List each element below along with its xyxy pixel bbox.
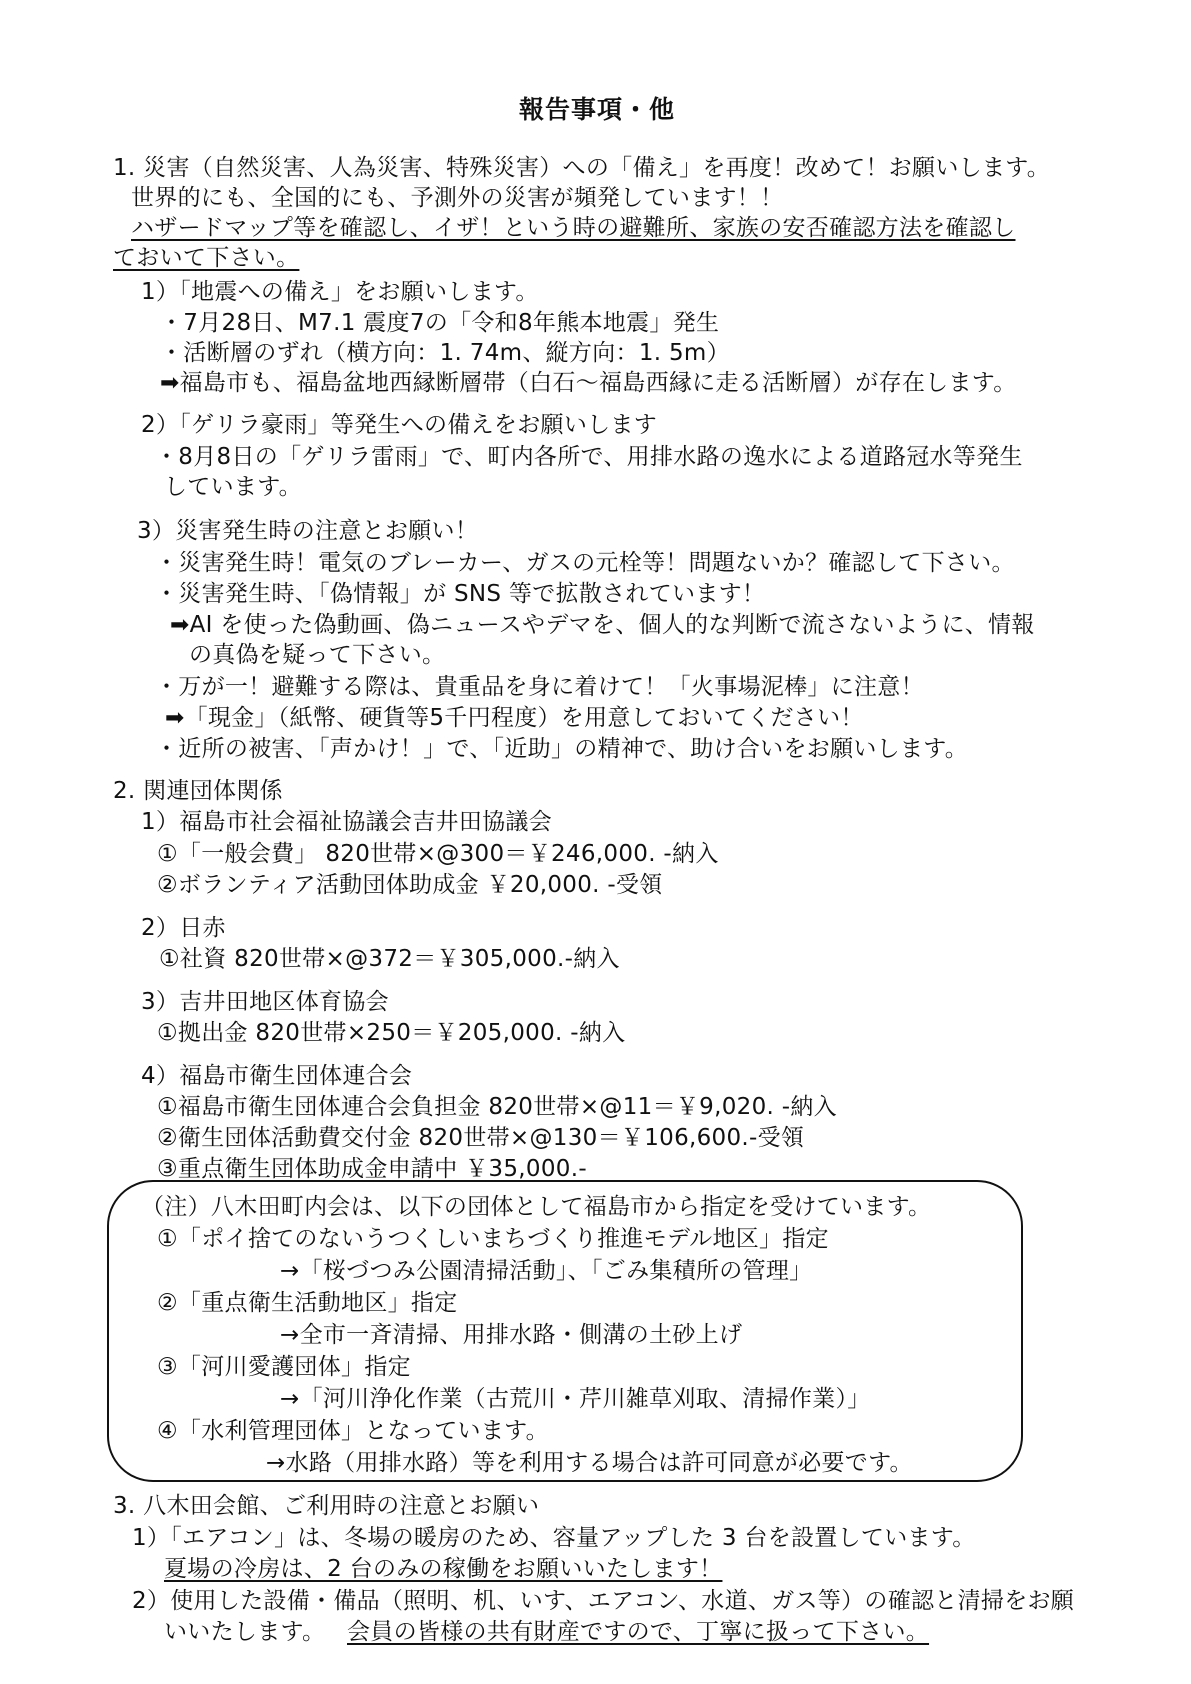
- page-title: 報告事項・他: [519, 95, 676, 124]
- group-4-heading: 4）福島市衛生団体連合会: [141, 1063, 413, 1089]
- section-1-underlined-line-2: ておいて下さい。: [113, 245, 300, 271]
- section-1-underlined-line-1: ハザードマップ等を確認し、イザ！という時の避難所、家族の安否確認方法を確認し: [131, 215, 1016, 241]
- section-1-heading: 1. 災害（自然災害、人為災害、特殊災害）への「備え」を再度！改めて！お願いします。: [113, 155, 1051, 181]
- group-4-item-2: ②衛生団体活動費交付金 820世帯×@130＝￥106,600.-受領: [157, 1125, 805, 1151]
- note-item-2-detail: →全市一斉清掃、用排水路・側溝の土砂上げ: [280, 1322, 743, 1348]
- section-2-heading: 2. 関連団体関係: [113, 778, 283, 804]
- disaster-notice-item-6: ・近所の被害、「声かけ！」で、「近助」の精神で、助け合いをお願いします。: [155, 736, 969, 762]
- disaster-notice-item-3-cont: の真偽を疑って下さい。: [189, 642, 446, 668]
- hall-item-2-cont: いいたします。: [164, 1619, 326, 1645]
- disaster-notice-item-5: ➡「現金」（紙幣、硬貨等5千円程度）を用意しておいてください！: [165, 705, 864, 731]
- note-item-4: ④「水利管理団体」となっています。: [157, 1418, 549, 1444]
- group-4-item-3: ③重点衛生団体助成金申請中 ￥35,000.-: [157, 1156, 587, 1182]
- earthquake-item-1: ・7月28日、M7.1 震度7の「令和8年熊本地震」発生: [160, 310, 720, 336]
- heavy-rain-item-1-cont: しています。: [164, 474, 302, 500]
- group-3-item-1: ①拠出金 820世帯×250＝￥205,000. -納入: [157, 1020, 626, 1046]
- group-1-item-1: ①「一般会費」 820世帯×@300＝￥246,000. -納入: [157, 841, 719, 867]
- note-item-4-detail: →水路（用排水路）等を利用する場合は許可同意が必要です。: [266, 1450, 913, 1476]
- note-heading: （注）八木田町内会は、以下の団体として福島市から指定を受けています。: [141, 1194, 932, 1220]
- note-item-3-detail: →「河川浄化作業（古荒川・芹川雑草刈取、清掃作業）」: [280, 1386, 871, 1412]
- hall-item-1-underlined: 夏場の冷房は、2 台のみの稼働をお願いいたします！: [164, 1556, 723, 1582]
- disaster-notice-item-1: ・災害発生時！電気のブレーカー、ガスの元栓等！問題ないか？確認して下さい。: [155, 550, 1015, 576]
- group-4-item-1: ①福島市衛生団体連合会負担金 820世帯×@11＝￥9,020. -納入: [157, 1094, 837, 1120]
- earthquake-heading: 1）「地震への備え」をお願いします。: [141, 279, 539, 305]
- hall-item-2-underlined: 会員の皆様の共有財産ですので、丁寧に扱って下さい。: [347, 1619, 930, 1645]
- group-1-item-2: ②ボランティア活動団体助成金 ￥20,000. -受領: [157, 872, 663, 898]
- section-3-heading: 3. 八木田会館、ご利用時の注意とお願い: [113, 1493, 540, 1519]
- disaster-notice-heading: 3）災害発生時の注意とお願い！: [137, 518, 479, 544]
- disaster-notice-item-4: ・万が一！避難する際は、貴重品を身に着けて！「火事場泥棒」に注意！: [155, 674, 924, 700]
- heavy-rain-heading: 2）「ゲリラ豪雨」等発生への備えをお願いします: [141, 412, 658, 438]
- disaster-notice-item-3: ➡AI を使った偽動画、偽ニュースやデマを、個人的な判断で流さないように、情報: [170, 612, 1035, 638]
- note-item-1-detail: →「桜づつみ公園清掃活動」、「ごみ集積所の管理」: [280, 1258, 813, 1284]
- note-item-2: ②「重点衛生活動地区」指定: [157, 1290, 458, 1316]
- heavy-rain-item-1: ・8月8日の「ゲリラ雷雨」で、町内各所で、用排水路の逸水による道路冠水等発生: [155, 444, 1023, 470]
- group-2-heading: 2）日赤: [141, 915, 226, 941]
- group-3-heading: 3）吉井田地区体育協会: [141, 989, 389, 1015]
- earthquake-item-2: ・活断層のずれ（横方向：1. 74m、縦方向：1. 5m）: [160, 340, 730, 366]
- group-1-heading: 1）福島市社会福祉協議会吉井田協議会: [141, 809, 553, 835]
- section-1-lead: 世界的にも、全国的にも、予測外の災害が頻発しています！！: [131, 185, 784, 211]
- earthquake-item-3: ➡福島市も、福島盆地西縁断層帯（白石～福島西縁に走る活断層）が存在します。: [160, 370, 1017, 396]
- group-2-item-1: ①社資 820世帯×@372＝￥305,000.-納入: [159, 946, 620, 972]
- disaster-notice-item-2: ・災害発生時、「偽情報」が SNS 等で拡散されています！: [155, 581, 766, 607]
- hall-item-2: 2）使用した設備・備品（照明、机、いす、エアコン、水道、ガス等）の確認と清掃をお願: [132, 1588, 1075, 1614]
- hall-item-1: 1）「エアコン」は、冬場の暖房のため、容量アップした 3 台を設置しています。: [132, 1525, 976, 1551]
- note-item-3: ③「河川愛護団体」指定: [157, 1354, 411, 1380]
- note-item-1: ①「ポイ捨てのないうつくしいまちづくり推進モデル地区」指定: [157, 1226, 829, 1252]
